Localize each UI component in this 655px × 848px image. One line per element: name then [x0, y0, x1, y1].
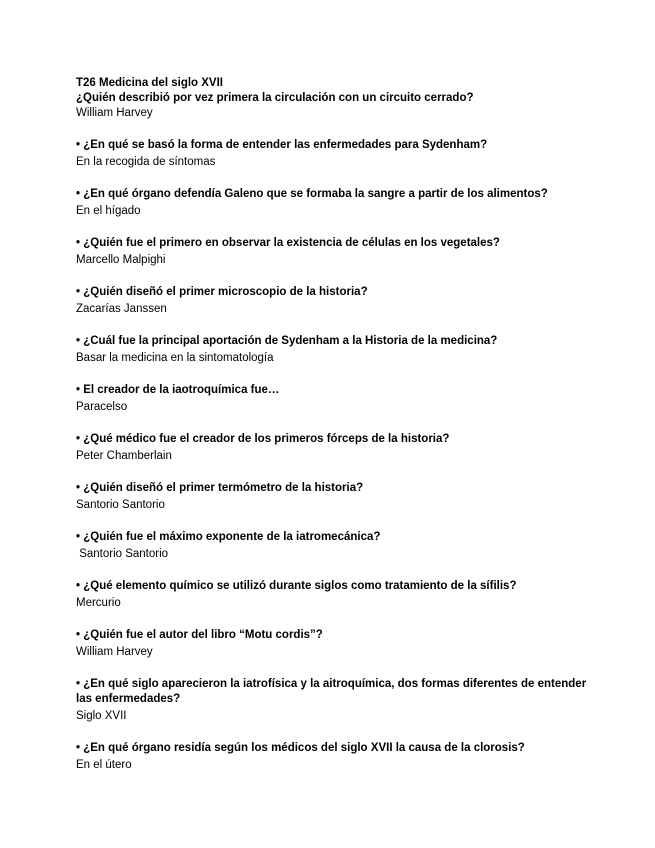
question-text: • ¿En qué siglo aparecieron la iatrofísica y la aitroquímica, dos formas diferentes de entender las enfermedades? [76, 678, 587, 705]
question-text: • ¿Quién diseñó el primer microscopio de la historia? [76, 286, 368, 298]
question-text: • ¿En qué se basó la forma de entender las enfermedades para Sydenham? [76, 139, 488, 151]
answer-text: Zacarías Janssen [76, 303, 167, 315]
answer-text: En el útero [76, 759, 132, 771]
question-text: • ¿En qué órgano defendía Galeno que se formaba la sangre a partir de los alimentos? [76, 188, 548, 200]
question-text: • ¿Qué elemento químico se utilizó durante siglos como tratamiento de la sífilis? [76, 580, 517, 592]
answer-text: Santorio Santorio [76, 499, 165, 511]
answer-text: Siglo XVII [76, 710, 127, 722]
qa-item [76, 481, 595, 513]
answer-text: En el hígado [76, 205, 141, 217]
answer-text: Marcello Malpighi [76, 254, 166, 266]
qa-item [76, 138, 595, 170]
qa-item [76, 432, 595, 464]
question-text: • ¿Qué médico fue el creador de los primeros fórceps de la historia? [76, 433, 450, 445]
question-text: • ¿Quién fue el autor del libro “Motu cordis”? [76, 629, 323, 641]
question-text: ¿Quién describió por vez primera la circulación con un circuito cerrado? [76, 92, 474, 104]
qa-item [76, 383, 595, 415]
answer-text: Basar la medicina en la sintomatología [76, 352, 274, 364]
qa-item [76, 628, 595, 660]
qa-item [76, 236, 595, 268]
answer-text: En la recogida de síntomas [76, 156, 216, 168]
qa-item [76, 579, 595, 611]
question-text: • ¿Cuál fue la principal aportación de Sydenham a la Historia de la medicina? [76, 335, 498, 347]
answer-text: William Harvey [76, 646, 153, 658]
question-text: • ¿Quién fue el primero en observar la existencia de células en los vegetales? [76, 237, 500, 249]
qa-item [76, 91, 595, 121]
question-text: • ¿Quién fue el máximo exponente de la iatromecánica? [76, 531, 381, 543]
answer-text: Paracelso [76, 401, 128, 413]
qa-item [76, 187, 595, 219]
qa-item [76, 530, 595, 562]
qa-item [76, 285, 595, 317]
document-title: T26 Medicina del siglo XVII [76, 77, 223, 89]
question-text: • ¿Quién diseñó el primer termómetro de la historia? [76, 482, 364, 494]
question-text: • ¿En qué órgano residía según los médicos del siglo XVII la causa de la clorosis? [76, 742, 525, 754]
answer-text: Peter Chamberlain [76, 450, 172, 462]
qa-item [76, 334, 595, 366]
question-text: • El creador de la iaotroquímica fue… [76, 384, 280, 396]
qa-item [76, 741, 595, 773]
answer-text: Mercurio [76, 597, 121, 609]
qa-item [76, 677, 595, 724]
answer-text: Santorio Santorio [76, 548, 169, 560]
answer-text: William Harvey [76, 107, 153, 119]
